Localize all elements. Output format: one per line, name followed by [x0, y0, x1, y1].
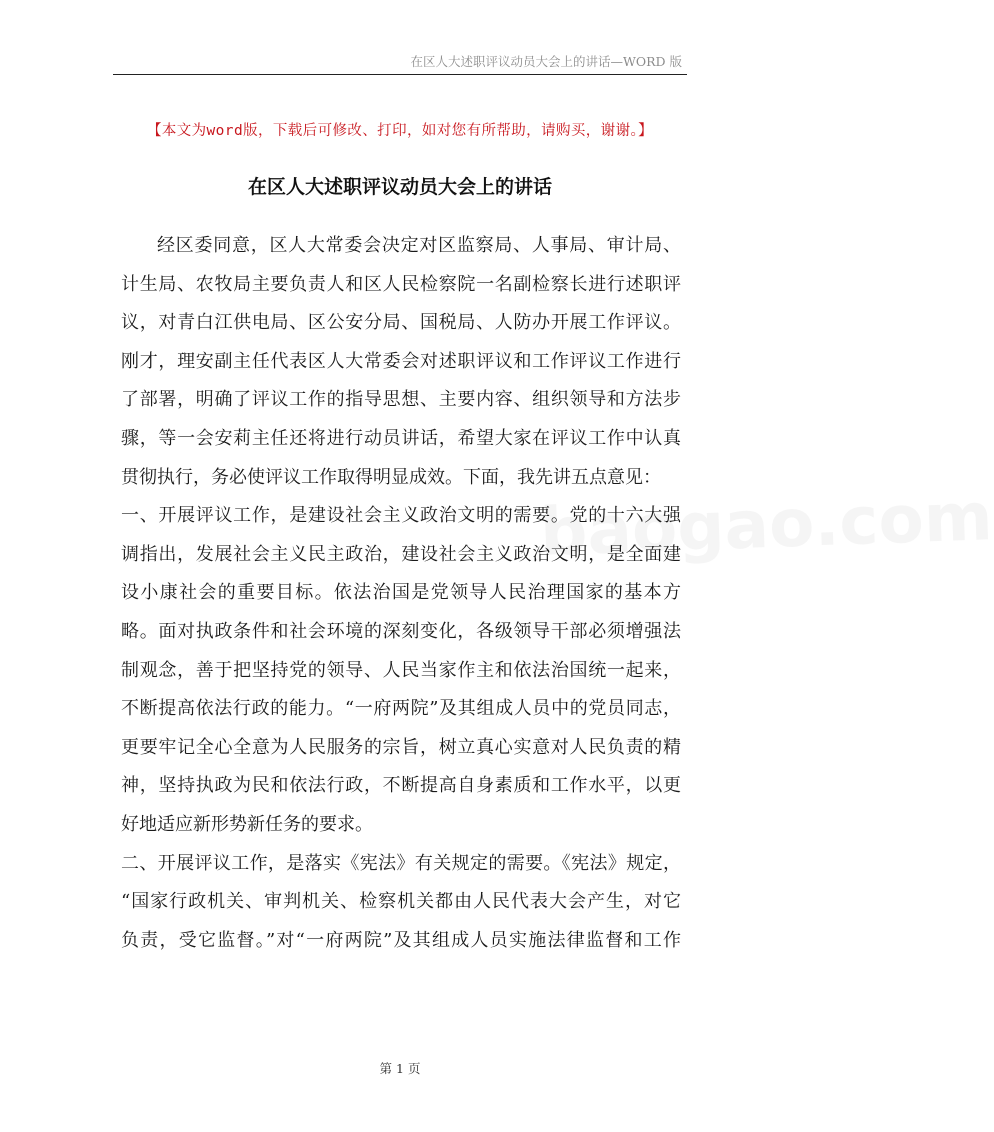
- body-line: 设小康社会的重要目标。依法治国是党领导人民治理国家的基本方: [121, 582, 681, 604]
- body-line: 略。面对执政条件和社会环境的深刻变化，各级领导干部必须增强法: [121, 620, 681, 642]
- site-watermark: baogao.com: [538, 478, 994, 571]
- body-line: 神，坚持执政为民和依法行政，不断提高自身素质和工作水平，以更: [121, 775, 681, 797]
- document-title: 在区人大述职评议动员大会上的讲话: [247, 176, 552, 198]
- body-line: 好地适应新形势新任务的要求。: [121, 813, 373, 835]
- header-divider: [113, 74, 687, 75]
- body-line: 二、开展评议工作，是落实《宪法》有关规定的需要。《宪法》规定，: [121, 852, 681, 874]
- body-line: “国家行政机关、审判机关、检察机关都由人民代表大会产生，对它: [121, 891, 681, 913]
- body-line: 了部署，明确了评议工作的指导思想、主要内容、组织领导和方法步: [121, 389, 681, 411]
- purchase-notice: 【本文为word版，下载后可修改、打印，如对您有所帮助，请购买，谢谢。】: [146, 123, 654, 139]
- body-line: 一、开展评议工作，是建设社会主义政治文明的需要。党的十六大强: [121, 505, 681, 527]
- body-line: 计生局、农牧局主要负责人和区人民检察院一名副检察长进行述职评: [121, 273, 681, 295]
- running-header: 在区人大述职评议动员大会上的讲话—WORD 版: [410, 54, 682, 69]
- body-line: 制观念，善于把坚持党的领导、人民当家作主和依法治国统一起来，: [121, 659, 681, 681]
- body-line: 经区委同意，区人大常委会决定对区监察局、人事局、审计局、: [157, 235, 681, 256]
- body-line: 骤，等一会安莉主任还将进行动员讲话，希望大家在评议工作中认真: [121, 427, 681, 449]
- body-line: 刚才，理安副主任代表区人大常委会对述职评议和工作评议工作进行: [121, 350, 681, 372]
- body-line: 贯彻执行，务必使评议工作取得明显成效。下面，我先讲五点意见：: [121, 466, 661, 488]
- body-line: 更要牢记全心全意为人民服务的宗旨，树立真心实意对人民负责的精: [121, 736, 681, 758]
- body-line: 负责，受它监督。”对“一府两院”及其组成人员实施法律监督和工作: [121, 929, 681, 951]
- page-number: 第 1 页: [379, 1061, 421, 1076]
- body-line: 不断提高依法行政的能力。“一府两院”及其组成人员中的党员同志，: [121, 698, 681, 720]
- body-line: 调指出，发展社会主义民主政治，建设社会主义政治文明，是全面建: [121, 543, 681, 565]
- body-line: 议，对青白江供电局、区公安分局、国税局、人防办开展工作评议。: [121, 312, 681, 334]
- document-body: [121, 227, 681, 960]
